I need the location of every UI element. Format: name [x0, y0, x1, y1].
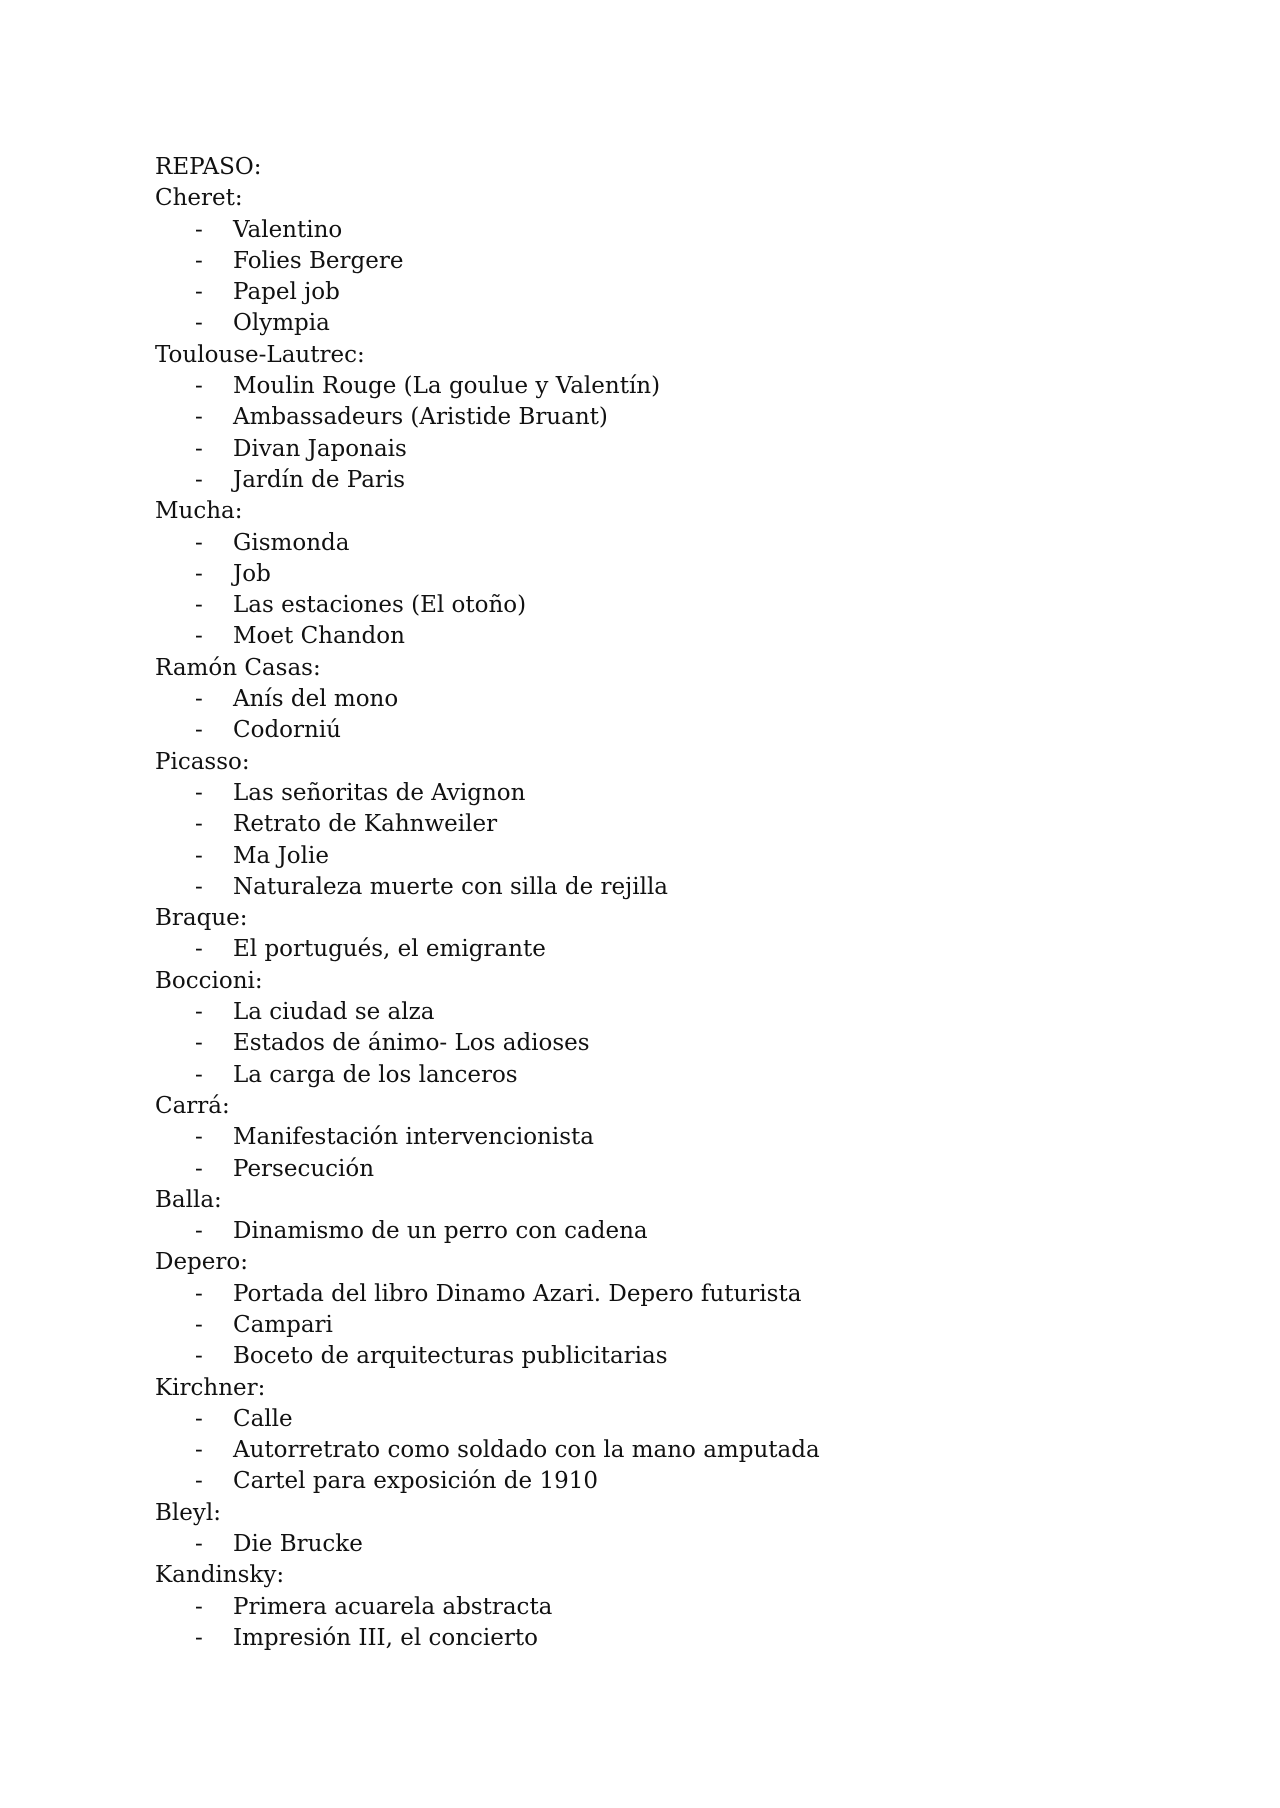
work-title: Impresión III, el concierto — [233, 1624, 538, 1651]
dash-bullet-icon: - — [195, 435, 203, 462]
section-author: Braque: — [155, 905, 248, 932]
section-author: Balla: — [155, 1186, 222, 1213]
work-title: Persecución — [233, 1155, 375, 1182]
works-list — [155, 215, 1155, 340]
dash-bullet-icon: - — [195, 592, 203, 619]
works-list — [155, 1404, 1155, 1498]
section-author: Depero: — [155, 1249, 248, 1276]
work-title: Naturaleza muerte con silla de rejilla — [233, 873, 669, 900]
work-title: El portugués, el emigrante — [233, 936, 546, 963]
sections-container — [155, 183, 1155, 1654]
work-title: Job — [233, 560, 271, 587]
work-title: Moulin Rouge (La goulue y Valentín) — [233, 373, 661, 400]
dash-bullet-icon: - — [195, 717, 203, 744]
work-title: Folies Bergere — [233, 247, 404, 274]
dash-bullet-icon: - — [195, 247, 203, 274]
list-item — [155, 809, 1155, 840]
section-author: Mucha: — [155, 498, 243, 525]
list-item — [155, 715, 1155, 746]
work-title: Las estaciones (El otoño) — [233, 592, 527, 619]
works-list — [155, 997, 1155, 1091]
dash-bullet-icon: - — [195, 1593, 203, 1620]
list-item — [155, 1122, 1155, 1153]
dash-bullet-icon: - — [195, 1343, 203, 1370]
list-item — [155, 371, 1155, 402]
work-title: Autorretrato como soldado con la mano amputada — [233, 1437, 820, 1464]
dash-bullet-icon: - — [195, 1061, 203, 1088]
works-list — [155, 371, 1155, 496]
list-item — [155, 528, 1155, 559]
document-page — [155, 152, 1155, 1654]
works-list — [155, 1122, 1155, 1185]
work-title: Primera acuarela abstracta — [233, 1593, 553, 1620]
dash-bullet-icon: - — [195, 936, 203, 963]
work-title: Retrato de Kahnweiler — [233, 811, 498, 838]
section-author: Kandinsky: — [155, 1562, 285, 1589]
dash-bullet-icon: - — [195, 1280, 203, 1307]
list-item — [155, 1529, 1155, 1560]
list-item — [155, 621, 1155, 652]
list-item — [155, 872, 1155, 903]
list-item — [155, 308, 1155, 339]
work-title: Ambassadeurs (Aristide Bruant) — [233, 404, 608, 431]
list-item — [155, 402, 1155, 433]
dash-bullet-icon: - — [195, 1218, 203, 1245]
dash-bullet-icon: - — [195, 1311, 203, 1338]
works-list — [155, 528, 1155, 653]
work-title: La carga de los lanceros — [233, 1061, 518, 1088]
dash-bullet-icon: - — [195, 1624, 203, 1651]
list-item — [155, 246, 1155, 277]
list-item — [155, 1154, 1155, 1185]
section-author: Boccioni: — [155, 967, 263, 994]
dash-bullet-icon: - — [195, 686, 203, 713]
work-title: Campari — [233, 1311, 333, 1338]
list-item — [155, 215, 1155, 246]
dash-bullet-icon: - — [195, 623, 203, 650]
dash-bullet-icon: - — [195, 873, 203, 900]
list-item — [155, 841, 1155, 872]
dash-bullet-icon: - — [195, 310, 203, 337]
dash-bullet-icon: - — [195, 842, 203, 869]
work-title: Olympia — [233, 310, 330, 337]
work-title: Anís del mono — [233, 686, 399, 713]
list-item — [155, 434, 1155, 465]
dash-bullet-icon: - — [195, 811, 203, 838]
work-title: Gismonda — [233, 529, 350, 556]
list-item — [155, 1623, 1155, 1654]
list-item — [155, 1028, 1155, 1059]
works-list — [155, 684, 1155, 747]
list-item — [155, 778, 1155, 809]
work-title: Calle — [233, 1405, 293, 1432]
list-item — [155, 1592, 1155, 1623]
list-item — [155, 1404, 1155, 1435]
work-title: Boceto de arquitecturas publicitarias — [233, 1343, 668, 1370]
dash-bullet-icon: - — [195, 1155, 203, 1182]
dash-bullet-icon: - — [195, 373, 203, 400]
dash-bullet-icon: - — [195, 999, 203, 1026]
work-title: Cartel para exposición de 1910 — [233, 1468, 598, 1495]
list-item — [155, 1060, 1155, 1091]
section-author: Ramón Casas: — [155, 654, 321, 681]
work-title: Moet Chandon — [233, 623, 405, 650]
dash-bullet-icon: - — [195, 279, 203, 306]
section-author: Kirchner: — [155, 1374, 266, 1401]
dash-bullet-icon: - — [195, 779, 203, 806]
dash-bullet-icon: - — [195, 1124, 203, 1151]
works-list — [155, 934, 1155, 965]
list-item — [155, 559, 1155, 590]
section-author: Cheret: — [155, 185, 243, 212]
dash-bullet-icon: - — [195, 1437, 203, 1464]
dash-bullet-icon: - — [195, 404, 203, 431]
list-item — [155, 1279, 1155, 1310]
work-title: Dinamismo de un perro con cadena — [233, 1218, 648, 1245]
work-title: Portada del libro Dinamo Azari. Depero futurista — [233, 1280, 802, 1307]
work-title: Las señoritas de Avignon — [233, 779, 526, 806]
work-title: Valentino — [233, 216, 343, 243]
works-list — [155, 778, 1155, 903]
work-title: Ma Jolie — [233, 842, 329, 869]
section-author: Toulouse-Lautrec: — [155, 341, 365, 368]
dash-bullet-icon: - — [195, 529, 203, 556]
dash-bullet-icon: - — [195, 560, 203, 587]
list-item — [155, 1435, 1155, 1466]
dash-bullet-icon: - — [195, 1405, 203, 1432]
work-title: La ciudad se alza — [233, 999, 435, 1026]
list-item — [155, 684, 1155, 715]
work-title: Die Brucke — [233, 1531, 363, 1558]
section-author: Bleyl: — [155, 1499, 221, 1526]
list-item — [155, 590, 1155, 621]
list-item — [155, 1216, 1155, 1247]
dash-bullet-icon: - — [195, 216, 203, 243]
list-item — [155, 1341, 1155, 1372]
list-item — [155, 1310, 1155, 1341]
works-list — [155, 1592, 1155, 1655]
dash-bullet-icon: - — [195, 1468, 203, 1495]
section-author: Picasso: — [155, 748, 250, 775]
works-list — [155, 1279, 1155, 1373]
dash-bullet-icon: - — [195, 1531, 203, 1558]
work-title: Manifestación intervencionista — [233, 1124, 594, 1151]
list-item — [155, 277, 1155, 308]
work-title: Codorniú — [233, 717, 341, 744]
list-item — [155, 934, 1155, 965]
section-author: Carrá: — [155, 1092, 230, 1119]
work-title: Divan Japonais — [233, 435, 407, 462]
list-item — [155, 997, 1155, 1028]
list-item — [155, 465, 1155, 496]
document-title: REPASO: — [155, 154, 262, 180]
work-title: Jardín de Paris — [233, 466, 406, 493]
dash-bullet-icon: - — [195, 1030, 203, 1057]
work-title: Papel job — [233, 279, 340, 306]
works-list — [155, 1529, 1155, 1560]
list-item — [155, 1466, 1155, 1497]
work-title: Estados de ánimo- Los adioses — [233, 1030, 590, 1057]
works-list — [155, 1216, 1155, 1247]
dash-bullet-icon: - — [195, 466, 203, 493]
